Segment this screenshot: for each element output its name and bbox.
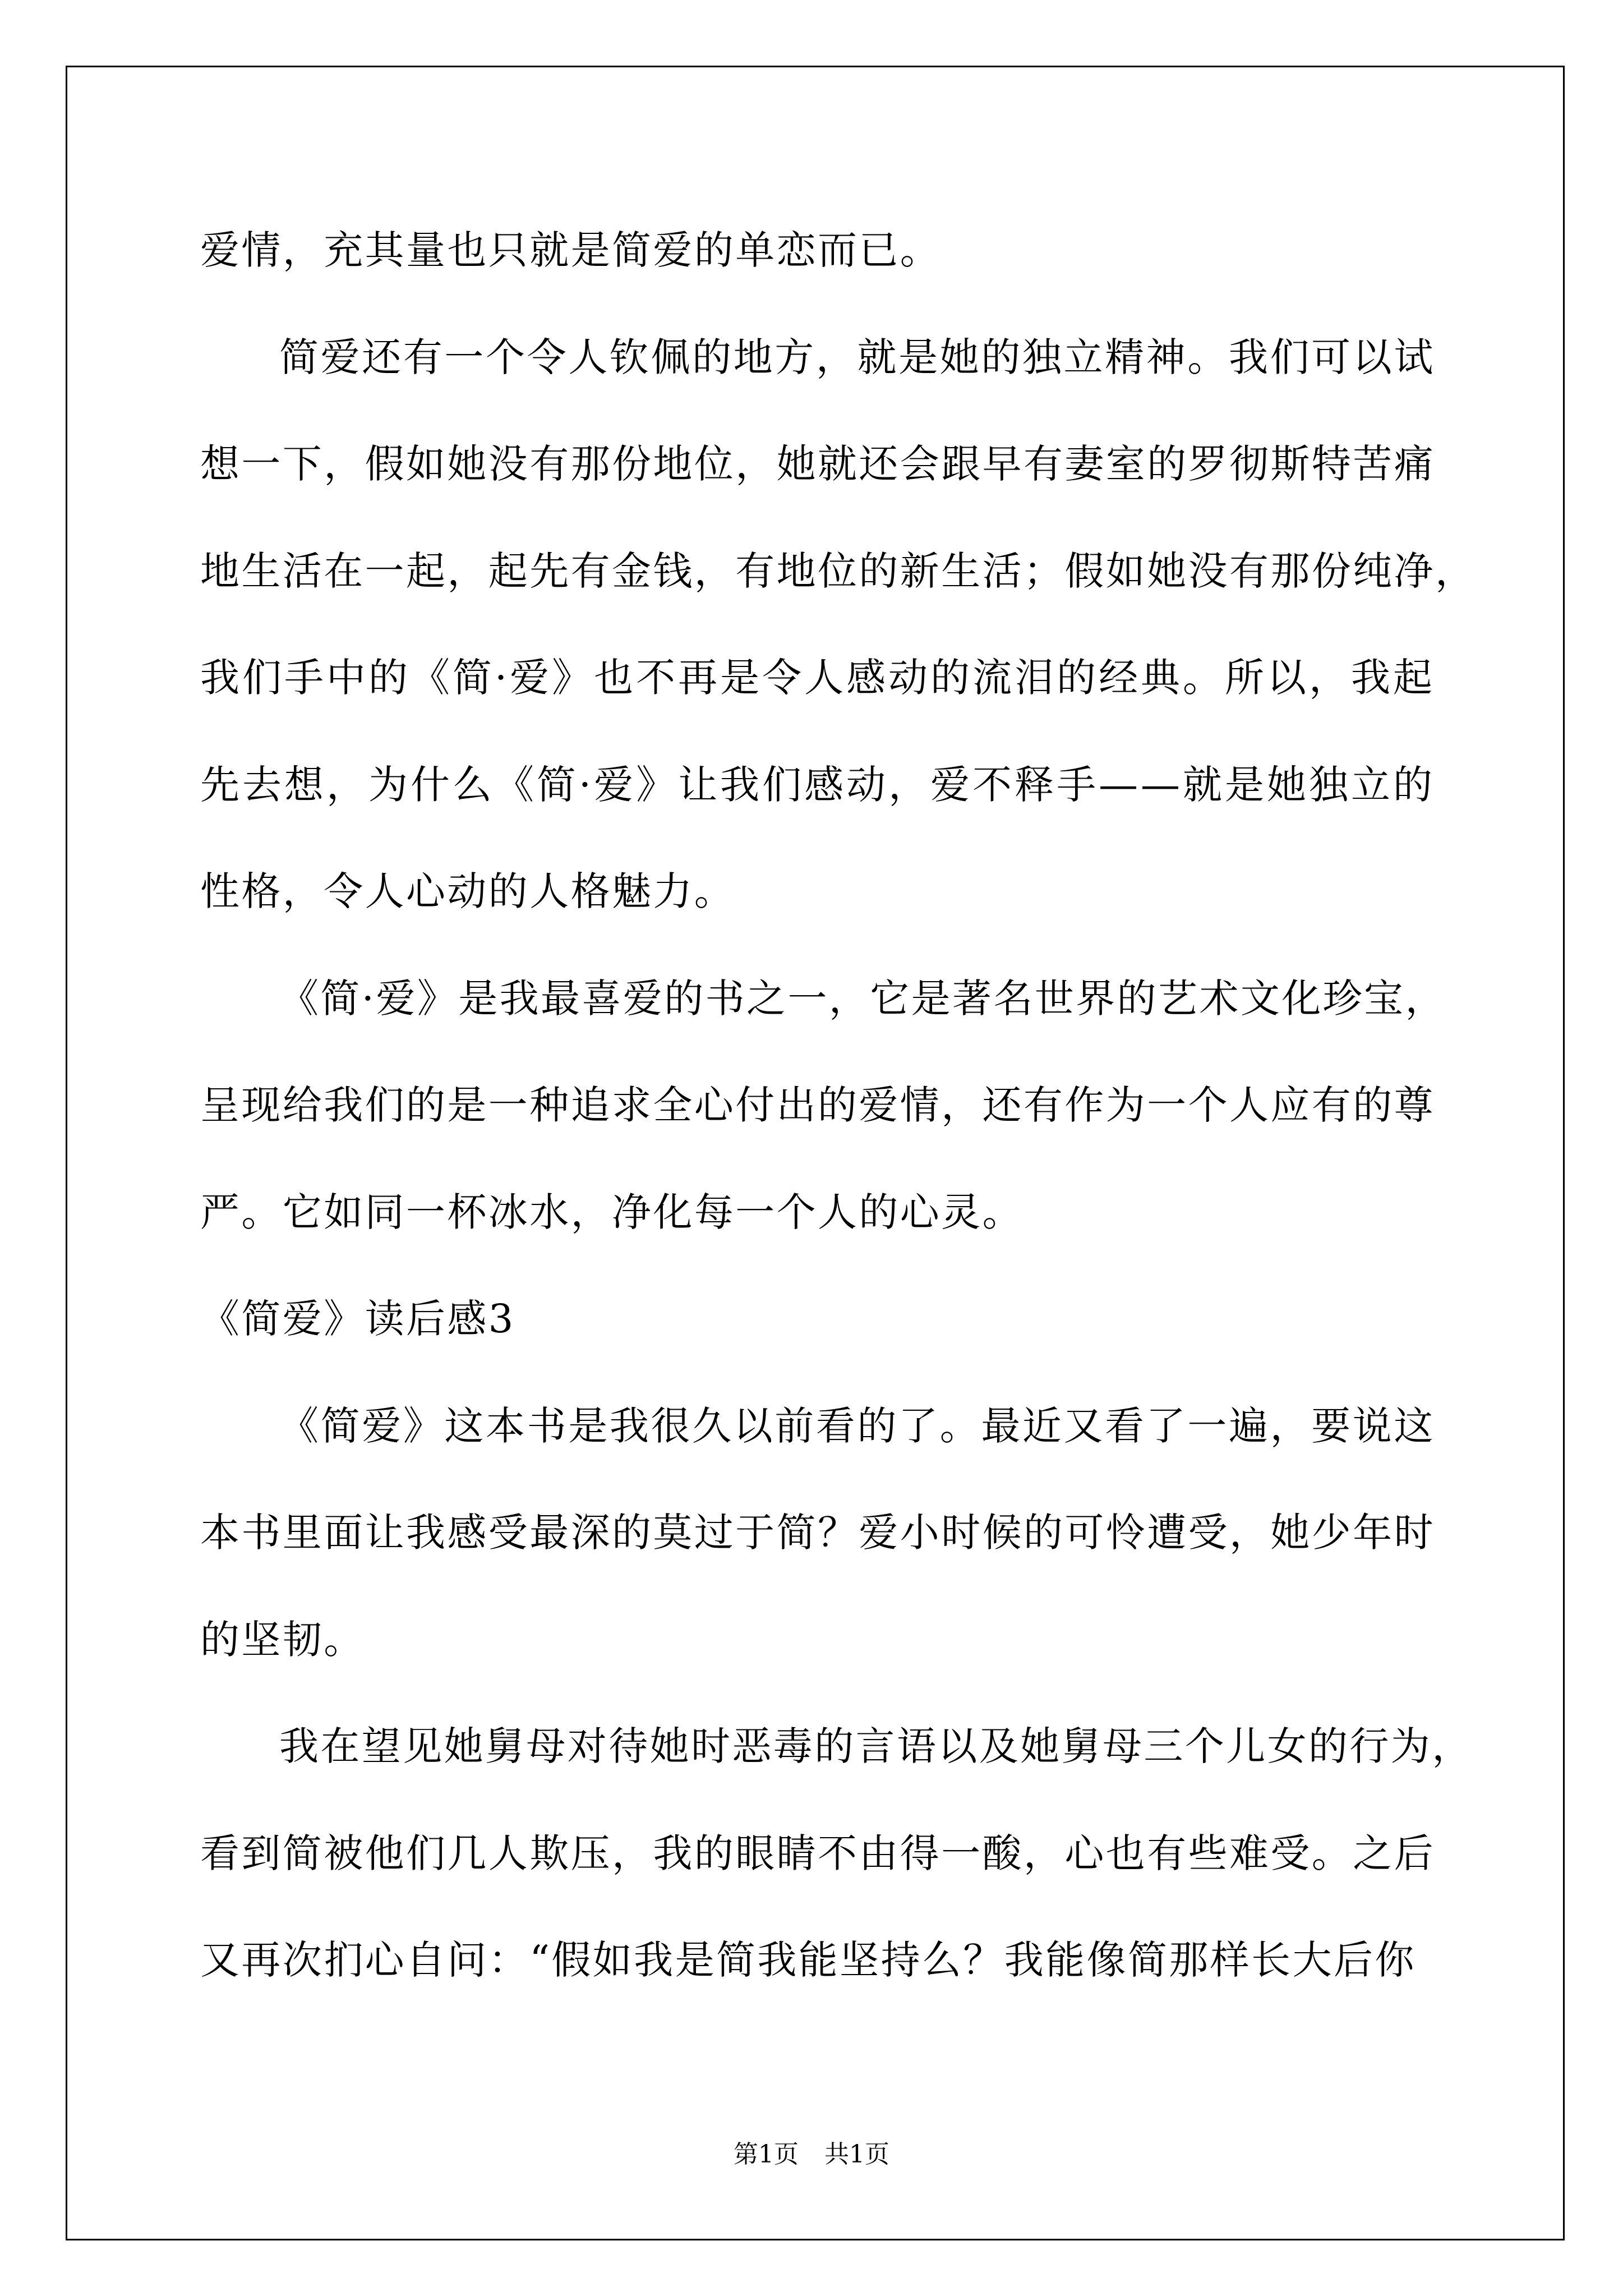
paragraph-first-line: 《简爱》这本书是我很久以前看的了。最近又看了一遍，要说这 [279,1402,1435,1449]
paragraph-first-line: 简爱还有一个令人钦佩的地方，就是她的独立精神。我们可以试 [279,334,1435,380]
text-line: 本书里面让我感受最深的莫过于简？爱小时候的可怜遭受，她少年时 [200,1510,1435,1556]
paragraph [200,1693,1473,2014]
text-line: 想一下，假如她没有那份地位，她就还会跟早有妻室的罗彻斯特苦痛 [200,441,1435,487]
paragraph-continued [200,197,1435,304]
paragraph [200,945,1446,1266]
text-line: 先去想，为什么《简·爱》让我们感动，爱不释手——就是她独立的 [200,761,1435,808]
document-body [200,197,1477,2014]
text-line: 呈现给我们的是一种追求全心付出的爱情，还有作为一个人应有的尊 [200,1082,1435,1128]
text-line: 地生活在一起，起先有金钱，有地位的新生活；假如她没有那份纯净， [200,547,1477,594]
text-line: 我们手中的《简·爱》也不再是令人感动的流泪的经典。所以，我起 [200,655,1435,701]
text-line: 严。它如同一杯冰水，净化每一个人的心灵。 [200,1189,1023,1235]
section-heading: 《简爱》读后感3 [200,1296,515,1342]
text-line: 又再次扪心自问：“假如我是简我能坚持么？我能像简那样长大后你 [200,1937,1416,1983]
paragraph-first-line: 《简·爱》是我最喜爱的书之一，它是著名世界的艺术文化珍宝， [279,975,1446,1022]
page-total-label: 共1页 [824,2140,889,2169]
text-line: 看到简被他们几人欺压，我的眼睛不由得一酸，心也有些难受。之后 [200,1830,1435,1876]
paragraph-first-line: 我在望见她舅母对待她时恶毒的言语以及她舅母三个儿女的行为， [279,1723,1473,1769]
text-line: 性格，令人心动的人格魅力。 [200,868,736,914]
text-line: 的坚韧。 [200,1616,365,1663]
text-line: 爱情，充其量也只就是简爱的单恋而已。 [200,227,942,273]
page-footer [0,2141,1623,2169]
page-number-label: 第1页 [734,2140,799,2169]
paragraph [200,304,1477,945]
paragraph [200,1373,1435,1694]
